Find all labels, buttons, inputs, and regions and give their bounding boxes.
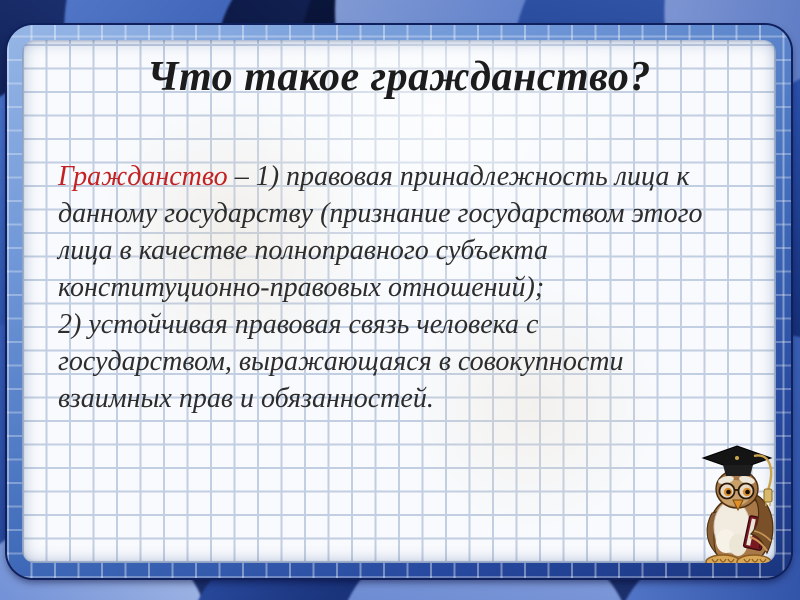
term-highlight: Гражданство	[58, 161, 228, 192]
definition-paragraph-2: 2) устойчивая правовая связь человека с государством, выражающаяся в совокупности взаимных прав и обязанностей.	[58, 309, 624, 414]
slide-title: Что такое гражданство?	[147, 54, 651, 100]
slide-panel	[7, 25, 791, 578]
definition-part1: – 1) правовая принадлежность лица к данному государству (признание государством этого лица в качестве полноправного субъекта конституционно-правовых отношений);	[58, 161, 703, 303]
owl-graduate-illustration	[692, 443, 776, 563]
grid-paper	[22, 40, 776, 563]
definition-paragraph-1	[58, 158, 706, 306]
definition-text	[58, 158, 706, 417]
